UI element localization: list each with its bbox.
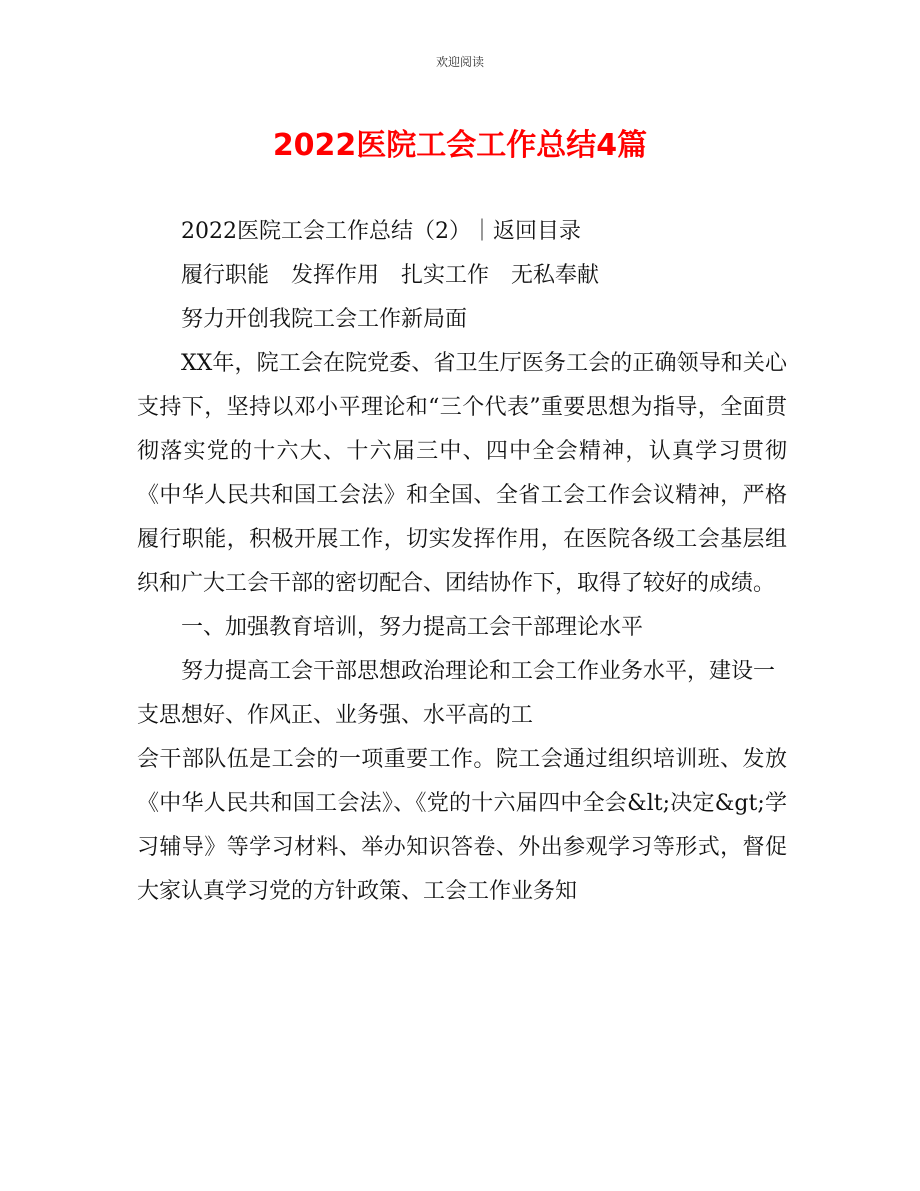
document-body	[137, 210, 787, 914]
document-title: 2022医院工会工作总结4篇	[272, 128, 648, 163]
section-heading-link[interactable]: 2022医院工会工作总结（2）｜返回目录	[181, 219, 581, 244]
body-paragraph: XX年，院工会在院党委、省卫生厅医务工会的正确领导和关心支持下，坚持以邓小平理论和“三个代表”重要思想为指导，全面贯彻落实党的十六大、十六届三中、四中全会精神，认真学习贯彻《中华人民共和国工会法》和全国、全省工会工作会议精神，严格履行职能，积极开展工作，切实发挥作用，在医院各级工会基层组织和广大工会干部的密切配合、团结协作下，取得了较好的成绩。	[137, 351, 787, 596]
body-paragraph: 会干部队伍是工会的一项重要工作。院工会通过组织培训班、发放《中华人民共和国工会法》、《党的十六届四中全会&lt;决定&gt;学习辅导》等学习材料、举办知识答卷、外出参观学习等形式，督促大家认真学习党的方针政策、工会工作业务知	[137, 747, 787, 904]
slogan-line: 履行职能 发挥作用 扎实工作 无私奉献	[181, 263, 600, 288]
section-heading: 一、加强教育培训，努力提高工会干部理论水平	[181, 615, 644, 640]
body-paragraph: 努力提高工会干部思想政治理论和工会工作业务水平，建设一支思想好、作风正、业务强、水平高的工	[137, 659, 776, 728]
subtitle-line: 努力开创我院工会工作新局面	[181, 307, 468, 332]
page-header: 欢迎阅读	[435, 55, 484, 69]
